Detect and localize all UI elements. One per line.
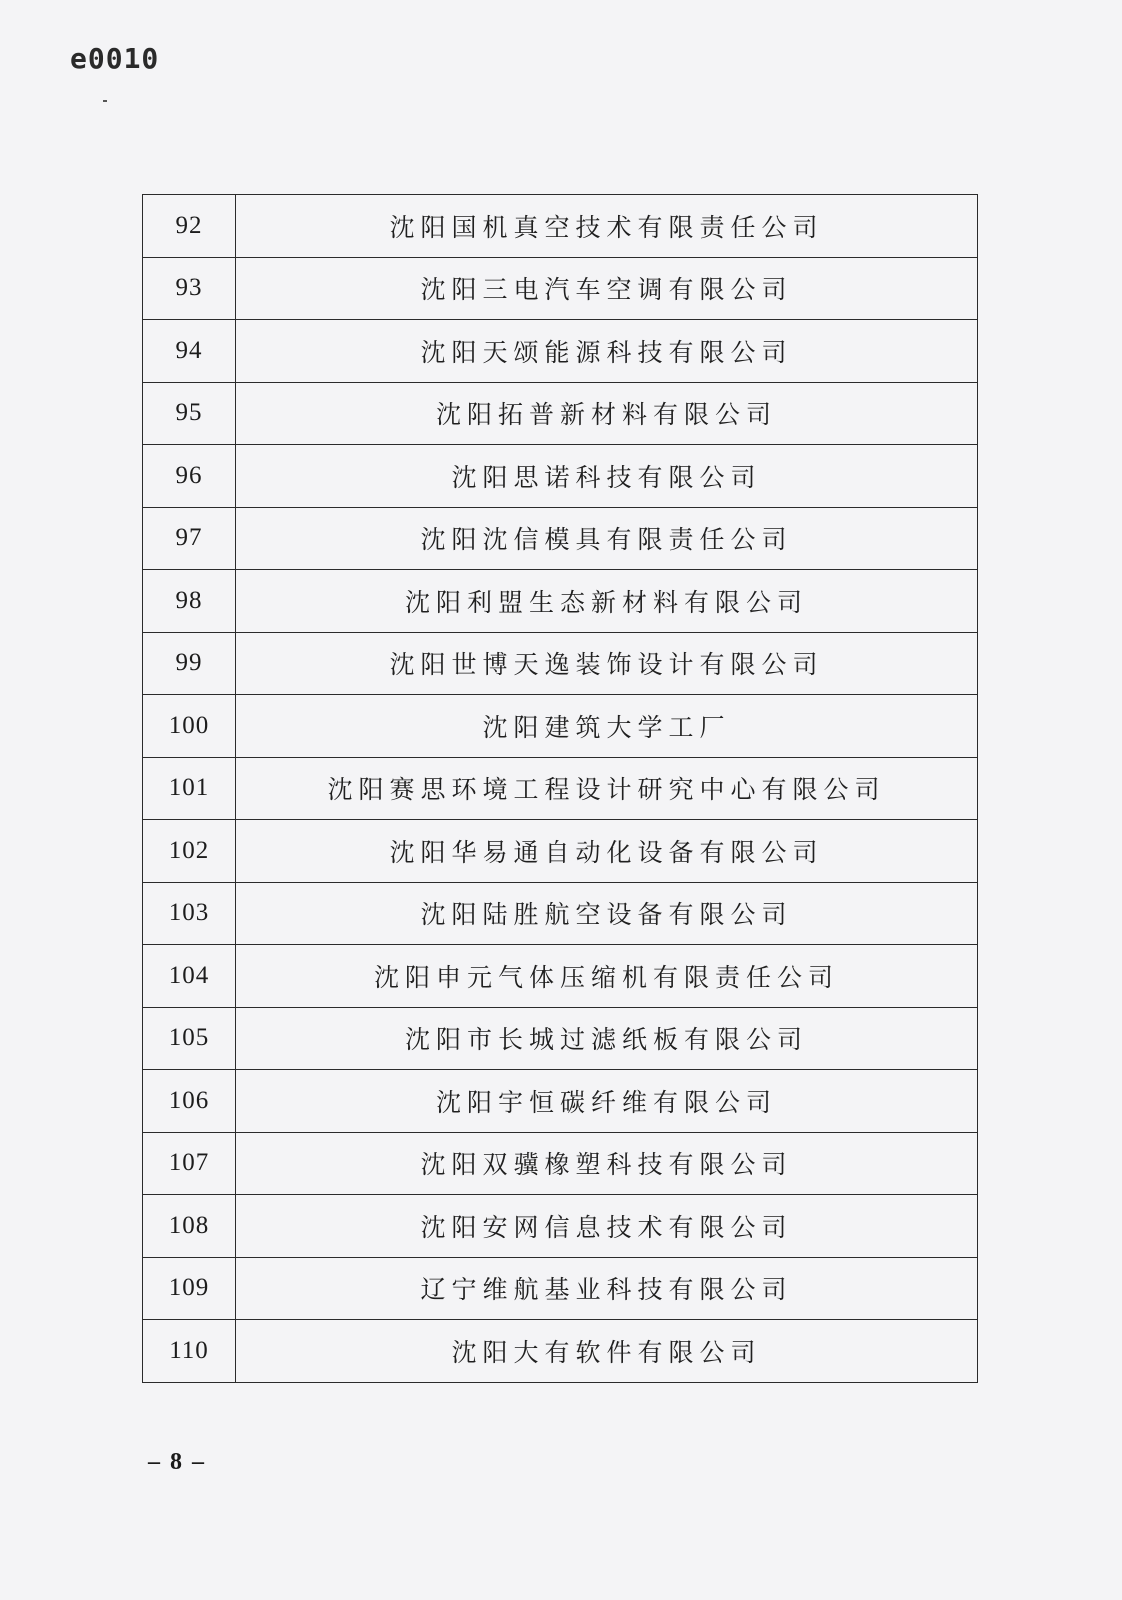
row-number: 103 (143, 882, 236, 945)
table-row (143, 1007, 978, 1070)
table-row (143, 882, 978, 945)
company-name: 沈阳陆胜航空设备有限公司 (236, 882, 978, 945)
table-row (143, 382, 978, 445)
company-name: 沈阳国机真空技术有限责任公司 (236, 195, 978, 258)
company-list-table (142, 194, 978, 1383)
table-row (143, 257, 978, 320)
company-name: 沈阳宇恒碳纤维有限公司 (236, 1070, 978, 1133)
row-number: 100 (143, 695, 236, 758)
company-name: 沈阳申元气体压缩机有限责任公司 (236, 945, 978, 1008)
row-number: 96 (143, 445, 236, 508)
row-number: 105 (143, 1007, 236, 1070)
company-name: 沈阳沈信模具有限责任公司 (236, 507, 978, 570)
row-number: 97 (143, 507, 236, 570)
company-name: 沈阳思诺科技有限公司 (236, 445, 978, 508)
table-row (143, 1070, 978, 1133)
page-number: – 8 – (148, 1449, 206, 1475)
table-row (143, 1132, 978, 1195)
table-row (143, 1195, 978, 1258)
table-row (143, 1257, 978, 1320)
company-name: 沈阳大有软件有限公司 (236, 1320, 978, 1383)
row-number: 108 (143, 1195, 236, 1258)
table-row (143, 945, 978, 1008)
row-number: 102 (143, 820, 236, 883)
table-row (143, 820, 978, 883)
table-row (143, 445, 978, 508)
row-number: 101 (143, 757, 236, 820)
table-row (143, 195, 978, 258)
row-number: 93 (143, 257, 236, 320)
company-list-body (143, 195, 978, 1383)
table-row (143, 757, 978, 820)
row-number: 98 (143, 570, 236, 633)
table-row (143, 695, 978, 758)
stamp-mark (103, 100, 107, 102)
table-row (143, 570, 978, 633)
company-name: 沈阳天颂能源科技有限公司 (236, 320, 978, 383)
row-number: 110 (143, 1320, 236, 1383)
company-name: 沈阳三电汽车空调有限公司 (236, 257, 978, 320)
row-number: 95 (143, 382, 236, 445)
company-name: 辽宁维航基业科技有限公司 (236, 1257, 978, 1320)
company-name: 沈阳市长城过滤纸板有限公司 (236, 1007, 978, 1070)
row-number: 109 (143, 1257, 236, 1320)
company-name: 沈阳安网信息技术有限公司 (236, 1195, 978, 1258)
company-name: 沈阳华易通自动化设备有限公司 (236, 820, 978, 883)
row-number: 106 (143, 1070, 236, 1133)
row-number: 104 (143, 945, 236, 1008)
table-row (143, 1320, 978, 1383)
company-name: 沈阳世博天逸装饰设计有限公司 (236, 632, 978, 695)
row-number: 99 (143, 632, 236, 695)
row-number: 92 (143, 195, 236, 258)
table-row (143, 507, 978, 570)
company-name: 沈阳利盟生态新材料有限公司 (236, 570, 978, 633)
company-name: 沈阳赛思环境工程设计研究中心有限公司 (236, 757, 978, 820)
table-row (143, 320, 978, 383)
archive-stamp-code: e0010 (70, 42, 160, 75)
row-number: 107 (143, 1132, 236, 1195)
company-name: 沈阳建筑大学工厂 (236, 695, 978, 758)
company-name: 沈阳拓普新材料有限公司 (236, 382, 978, 445)
row-number: 94 (143, 320, 236, 383)
table-row (143, 632, 978, 695)
company-name: 沈阳双骥橡塑科技有限公司 (236, 1132, 978, 1195)
